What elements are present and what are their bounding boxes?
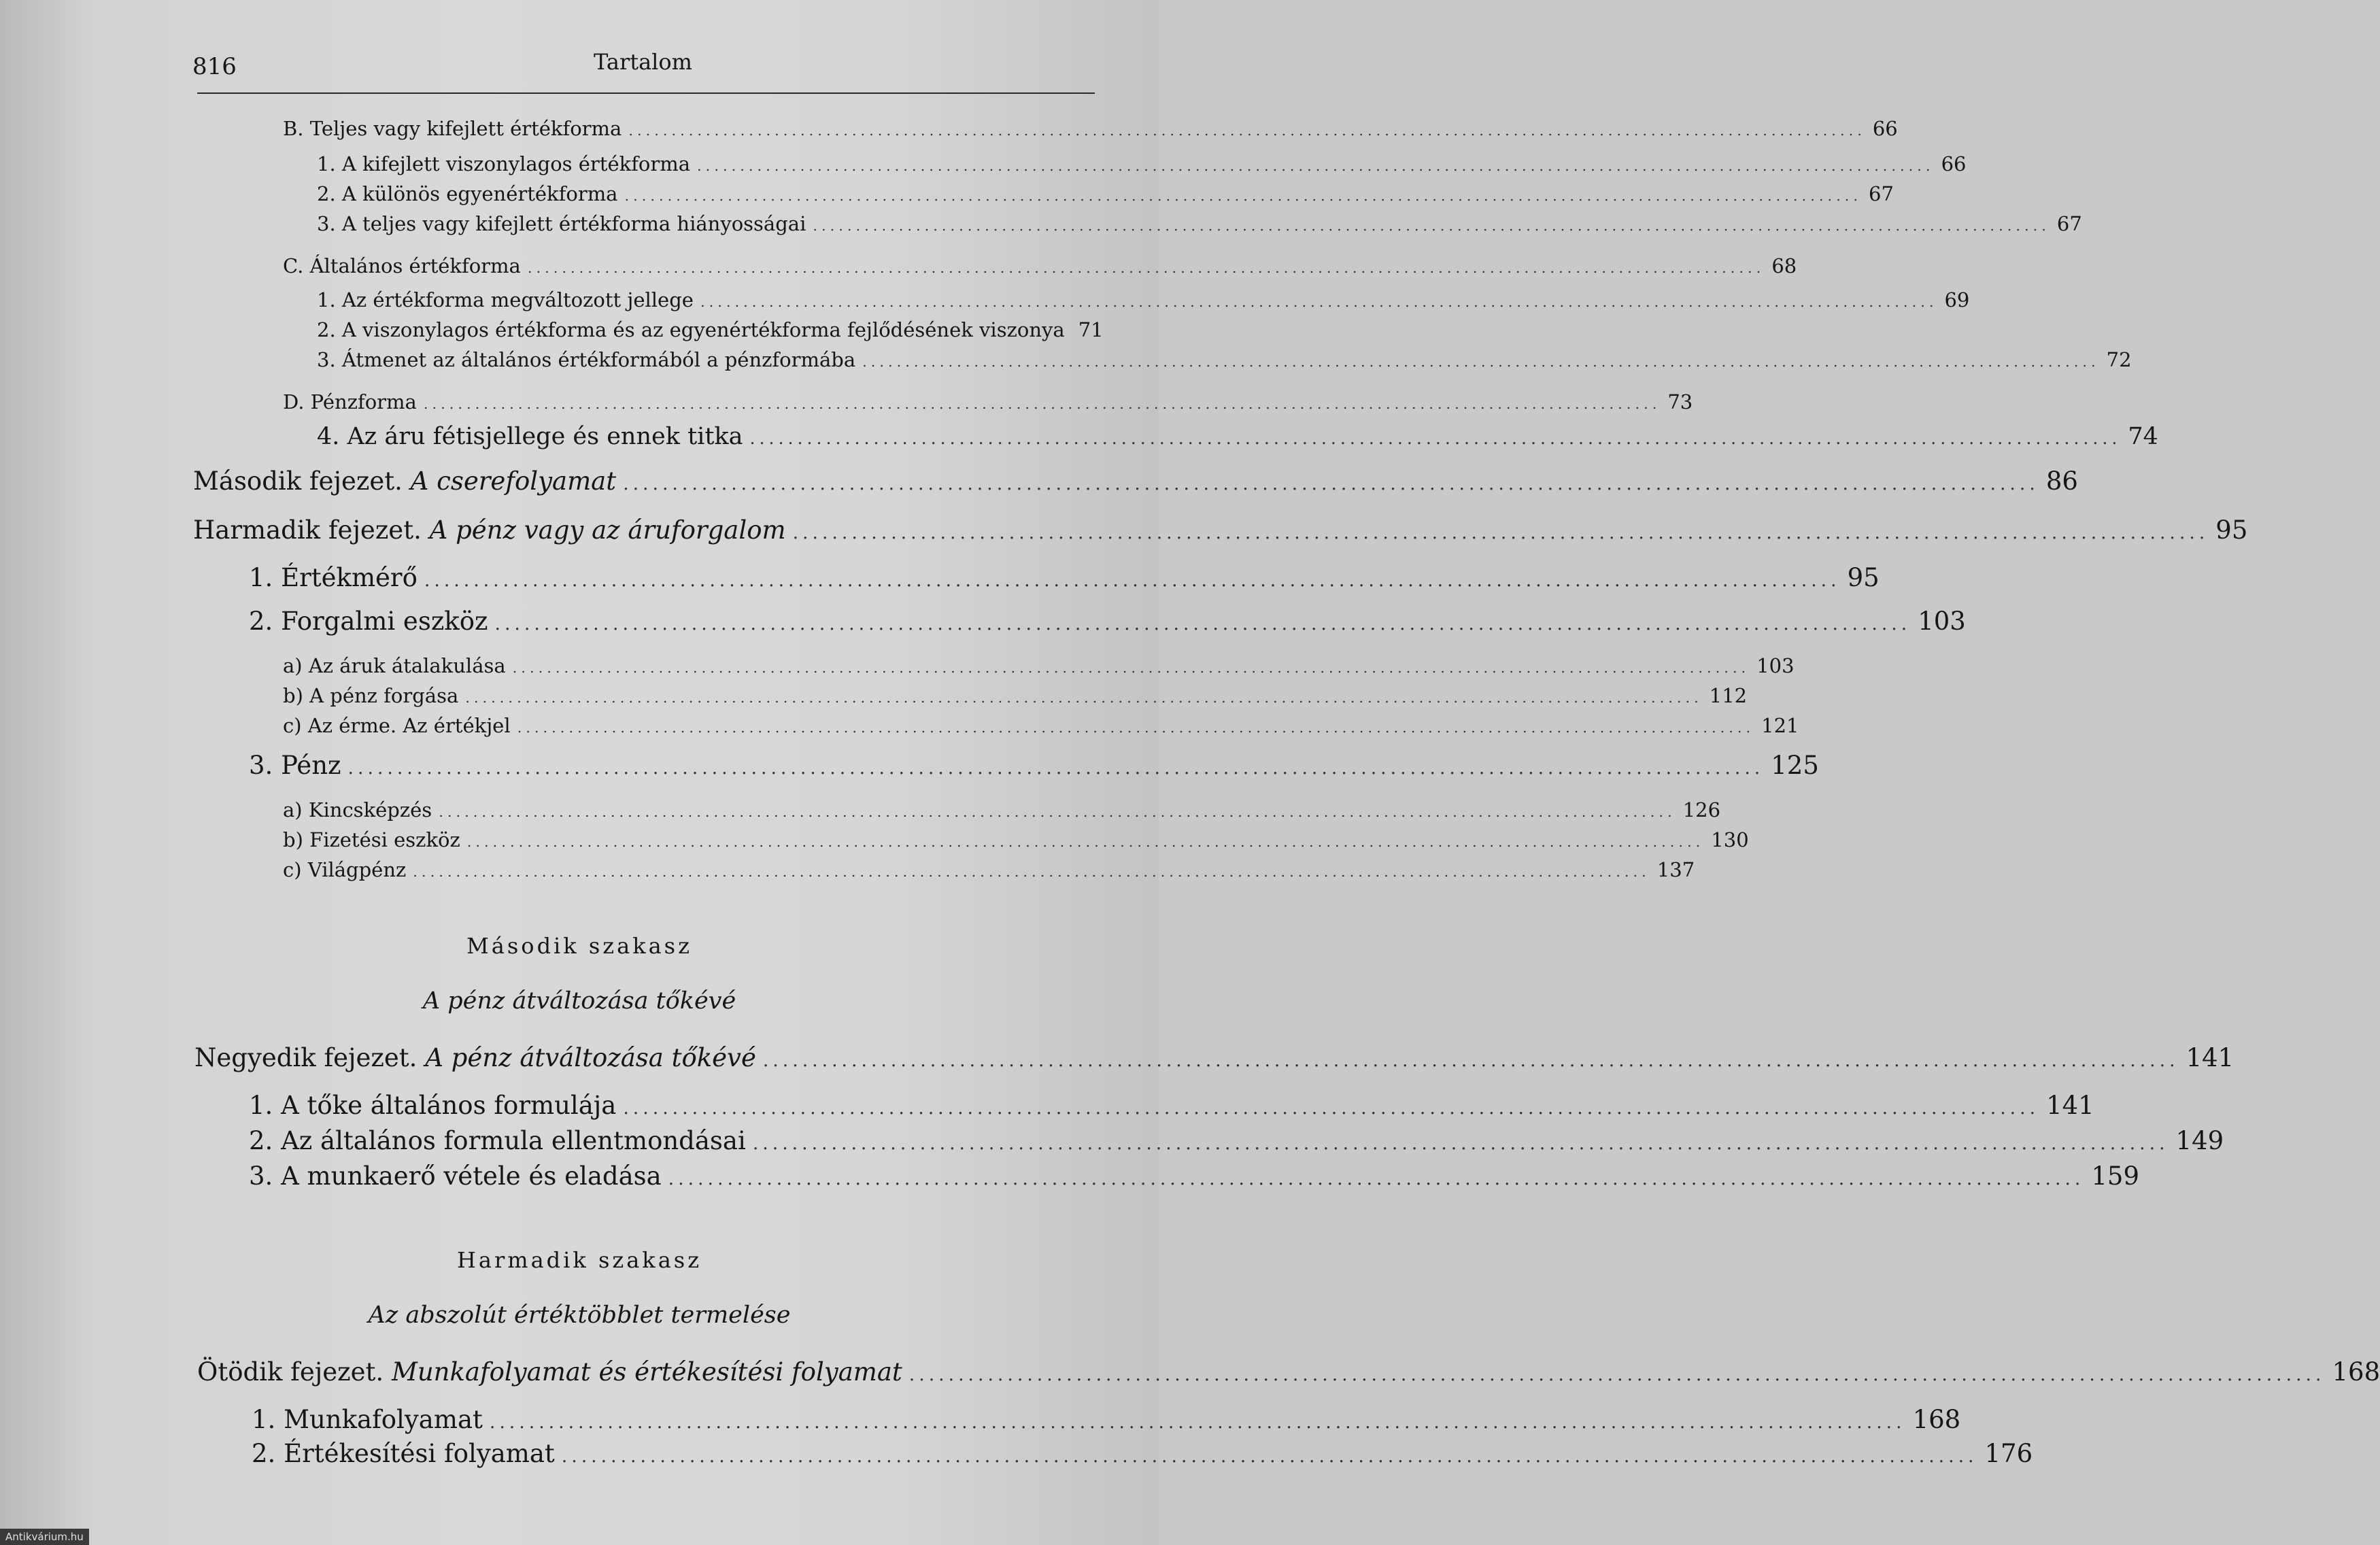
toc-entry-page: 141 [2186, 1043, 2234, 1072]
toc-entry [249, 1091, 2094, 1120]
toc-entry-page: 69 [1944, 288, 1970, 311]
toc-entry-label: b) A pénz forgása [283, 684, 459, 707]
toc-entry-page: 86 [2045, 466, 2078, 496]
toc-entry [317, 182, 1894, 205]
dot-leader: ................................................................................................................................................ [792, 522, 2209, 543]
toc-entry-page: 103 [1918, 607, 1966, 636]
watermark: Antikvárium.hu [0, 1529, 89, 1545]
dot-leader: ................................................................................................................................................ [466, 834, 1705, 850]
dot-leader: ................................................................................................................................................ [347, 758, 1765, 779]
toc-entry-label: 3. Átmenet az általános értékformából a pénzformába [317, 348, 856, 371]
chapter-title: A pénz átváltozása tőkévé [425, 1043, 756, 1072]
dot-leader: ................................................................................................................................................ [512, 660, 1750, 676]
toc-entry [317, 318, 1104, 341]
toc-entry-page: 95 [2215, 515, 2248, 545]
section-title: Az abszolút értéktöbblet termelése [368, 1302, 791, 1329]
dot-leader: ................................................................................................................................................ [561, 1446, 1978, 1467]
dot-leader: ................................................................................................................................................ [465, 690, 1703, 706]
toc-entry [249, 1126, 2224, 1155]
toc-entry-label: 2. Értékesítési folyamat [252, 1439, 555, 1468]
toc-entry [249, 563, 1880, 592]
toc-entry [283, 654, 1795, 677]
toc-entry-page: 168 [1912, 1405, 1961, 1434]
toc-entry-label: 2. A különös egyenértékforma [317, 182, 618, 205]
chapter-label: Második fejezet. [193, 466, 403, 496]
dot-leader: ................................................................................................................................................ [668, 1168, 2085, 1189]
dot-leader: ................................................................................................................................................ [749, 428, 2122, 448]
toc-chapter [193, 466, 2078, 496]
dot-leader: ................................................................................................................................................ [494, 613, 1911, 634]
toc-entry [249, 607, 1966, 636]
toc-entry [283, 684, 1748, 707]
chapter-label: Harmadik fejezet. [193, 515, 422, 545]
section-title: A pénz átváltozása tőkévé [422, 987, 736, 1015]
toc-entry-page: 149 [2175, 1126, 2224, 1155]
dot-leader: ................................................................................................................................................ [439, 804, 1676, 820]
page-number: 816 [192, 53, 237, 80]
toc-entry [283, 798, 1721, 821]
toc-entry [317, 212, 2082, 235]
toc-entry-label: 3. Pénz [249, 751, 341, 780]
toc-entry-label: 3. A munkaerő vétele és eladása [249, 1161, 662, 1191]
toc-entry-label: b) Fizetési eszköz [283, 828, 460, 851]
toc-entry [283, 254, 1797, 277]
toc-entry [317, 348, 2132, 371]
dot-leader: ................................................................................................................................................ [697, 158, 1935, 174]
dot-leader: ................................................................................................................................................ [700, 294, 1938, 310]
toc-entry [249, 1161, 2140, 1191]
toc-entry-page: 103 [1756, 654, 1795, 677]
toc-entry-label: B. Teljes vagy kifejlett értékforma [283, 117, 622, 140]
dot-leader: ................................................................................................................................................ [423, 396, 1661, 412]
toc-entry [317, 288, 1970, 311]
toc-entry [249, 751, 1819, 780]
toc-chapter [194, 1043, 2234, 1072]
toc-entry [283, 390, 1693, 413]
chapter-title: A pénz vagy az áruforgalom [429, 515, 786, 545]
toc-entry-page: 176 [1984, 1439, 2033, 1468]
toc-entry-label: 3. A teljes vagy kifejlett értékforma hiányosságai [317, 212, 806, 235]
toc-entry-label: 2. Az általános formula ellentmondásai [249, 1126, 746, 1155]
toc-entry-page: 130 [1711, 828, 1749, 851]
toc-entry-label: 1. Az értékforma megváltozott jellege [317, 288, 694, 311]
section-heading: Harmadik szakasz [456, 1247, 702, 1273]
toc-entry [283, 117, 1898, 140]
toc-entry-page: 66 [1941, 152, 1967, 175]
toc-entry-page: 71 [1078, 318, 1104, 341]
toc-entry-label: c) Világpénz [283, 858, 407, 881]
dot-leader: ................................................................................................................................................ [752, 1133, 2169, 1154]
toc-entry [283, 828, 1749, 851]
toc-entry [317, 152, 1967, 175]
toc-entry-page: 67 [1869, 182, 1894, 205]
dot-leader: ................................................................................................................................................ [489, 1412, 1906, 1433]
toc-entry-label: 1. A kifejlett viszonylagos értékforma [317, 152, 691, 175]
dot-leader: ................................................................................................................................................ [623, 473, 2039, 494]
toc-entry-label: C. Általános értékforma [283, 254, 521, 277]
toc-entry-page: 121 [1761, 714, 1799, 737]
toc-entry-label: 2. Forgalmi eszköz [249, 607, 488, 636]
dot-leader: ................................................................................................................................................ [517, 719, 1755, 736]
toc-entry-page: 168 [2332, 1357, 2380, 1387]
toc-entry [283, 714, 1799, 737]
toc-entry-page: 137 [1656, 858, 1695, 881]
dot-leader: ................................................................................................................................................ [413, 864, 1650, 880]
chapter-label: Negyedik fejezet. [194, 1043, 418, 1072]
toc-entry-page: 95 [1847, 563, 1880, 592]
dot-leader: ................................................................................................................................................ [813, 218, 2050, 234]
toc-entry [317, 423, 2158, 450]
dot-leader: ................................................................................................................................................ [862, 354, 2100, 370]
toc-entry-page: 159 [2091, 1161, 2140, 1191]
running-title: Tartalom [594, 49, 693, 75]
chapter-title: Munkafolyamat és értékesítési folyamat [391, 1357, 902, 1387]
toc-entry-page: 66 [1872, 117, 1898, 140]
toc-entry-page: 68 [1771, 254, 1797, 277]
toc-chapter [193, 515, 2248, 545]
toc-entry-label: D. Pénzforma [283, 390, 417, 413]
chapter-label: Ötödik fejezet. [197, 1357, 384, 1387]
toc-entry-label: 1. Munkafolyamat [252, 1405, 483, 1434]
toc-entry [252, 1439, 2033, 1468]
toc-entry-page: 112 [1709, 684, 1748, 707]
dot-leader: ................................................................................................................................................ [527, 260, 1765, 276]
chapter-title: A cserefolyamat [410, 466, 617, 496]
toc-entry-page: 141 [2046, 1091, 2094, 1120]
toc-entry [252, 1405, 1961, 1434]
toc-entry-page: 125 [1771, 751, 1819, 780]
dot-leader: ................................................................................................................................................ [628, 122, 1866, 139]
toc-entry-page: 73 [1667, 390, 1693, 413]
toc-entry-page: 67 [2056, 212, 2082, 235]
toc-chapter [197, 1357, 2380, 1387]
toc-entry-label: 2. A viszonylagos értékforma és az egyenértékforma fejlődésének viszonya [317, 318, 1065, 341]
toc-entry-page: 74 [2128, 423, 2158, 450]
toc-entry-label: c) Az érme. Az értékjel [283, 714, 511, 737]
toc-entry [283, 858, 1695, 881]
toc-entry-label: 4. Az áru fétisjellege és ennek titka [317, 423, 743, 450]
dot-leader: ................................................................................................................................................ [424, 570, 1841, 591]
section-heading: Második szakasz [466, 933, 692, 959]
dot-leader: ................................................................................................................................................ [624, 188, 1863, 204]
dot-leader: ................................................................................................................................................ [623, 1098, 2040, 1119]
toc-entry-label: a) Kincsképzés [283, 798, 432, 821]
toc-entry-page: 72 [2106, 348, 2132, 371]
dot-leader: ................................................................................................................................................ [762, 1050, 2179, 1071]
toc-entry-page: 126 [1682, 798, 1721, 821]
dot-leader: ................................................................................................................................................ [908, 1364, 2326, 1385]
toc-entry-label: a) Az áruk átalakulása [283, 654, 506, 677]
toc-entry-label: 1. Értékmérő [249, 563, 418, 592]
toc-entry-label: 1. A tőke általános formulája [249, 1091, 617, 1120]
